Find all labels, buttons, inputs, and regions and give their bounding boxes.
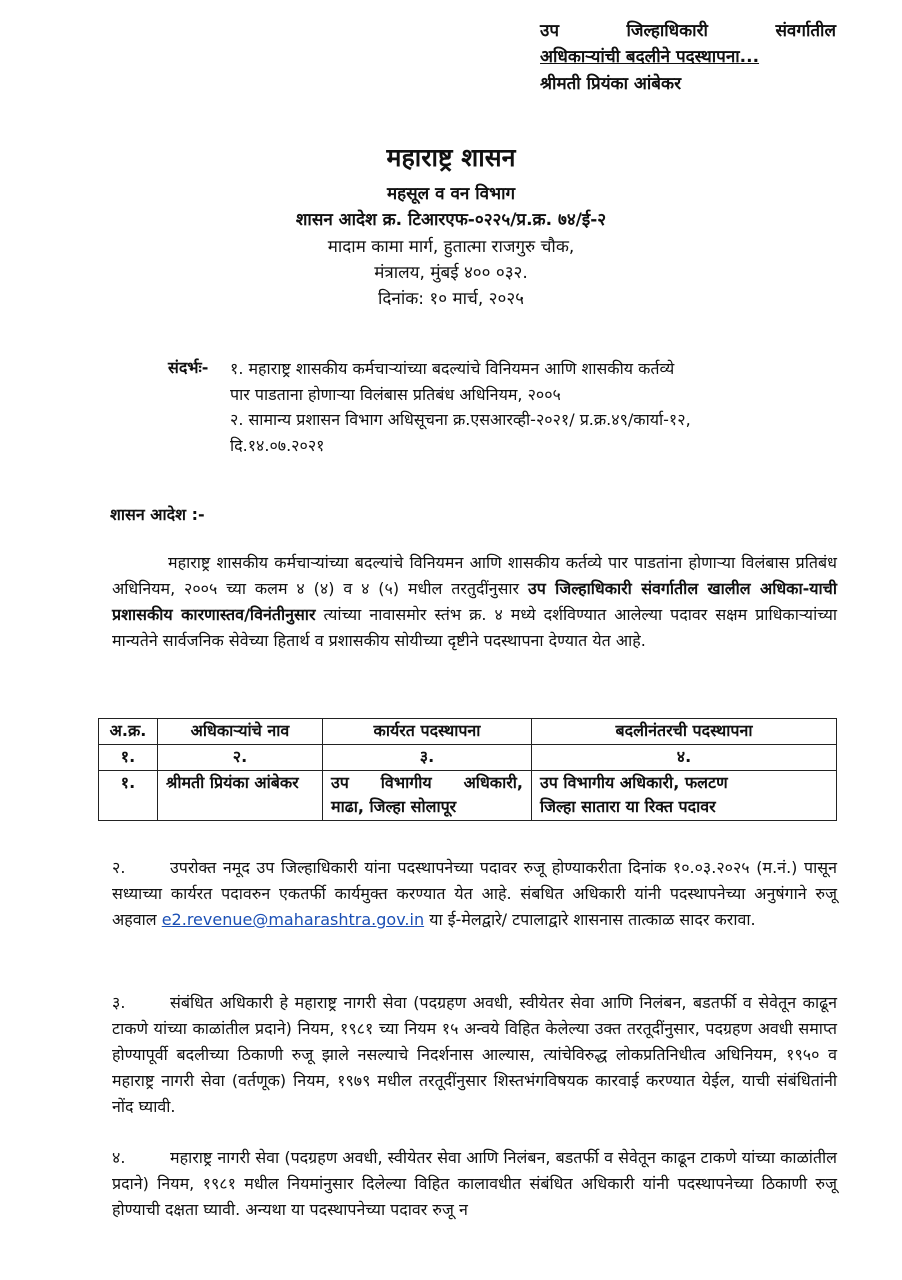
row-serial: १. bbox=[99, 770, 158, 821]
column-number: १. bbox=[99, 744, 158, 770]
order-date: दिनांक: १० मार्च, २०२५ bbox=[377, 289, 525, 310]
subject-line-1 bbox=[540, 18, 836, 44]
table-row bbox=[99, 770, 837, 821]
header-new-posting: बदलीनंतरची पदस्थापना bbox=[532, 719, 837, 745]
table-column-number-row bbox=[99, 744, 837, 770]
order-number: शासन आदेश क्र. टिआरएफ-०२२५/प्र.क्र. ७४/ई-२ bbox=[295, 210, 607, 231]
paragraph-1 bbox=[112, 550, 837, 654]
subject-word: उप bbox=[540, 21, 559, 41]
letterhead bbox=[0, 140, 902, 313]
header-serial: अ.क्र. bbox=[99, 719, 158, 745]
address-line-2: मंत्रालय, मुंबई ४०० ०३२. bbox=[374, 263, 528, 284]
column-number: ४. bbox=[532, 744, 837, 770]
row-officer-name: श्रीमती प्रियंका आंबेकर bbox=[158, 770, 323, 821]
column-number: २. bbox=[158, 744, 323, 770]
subject-officer-name: श्रीमती प्रियंका आंबेकर bbox=[540, 73, 682, 94]
current-posting-line-2: माढा, जिल्हा सोलापूर bbox=[331, 797, 457, 817]
paragraph-1-text-b: त्यांच्या नावासमोर स्तंभ क्र. ४ मध्ये दर्शविण्यात आलेल्या पदावर सक्षम प्राधिकाऱ्यांच्या मान्यतेने सार्वजनिक सेवेच्या हितार्थ व प्रशासकीय सोयीच्या दृष्टीने पदस्थापना देण्यात येत आहे. bbox=[112, 604, 837, 650]
transfer-table bbox=[98, 718, 837, 821]
subject-word: जिल्हाधिकारी bbox=[626, 21, 708, 41]
email-link[interactable]: e2.revenue@maharashtra.gov.in bbox=[161, 909, 425, 929]
references-list bbox=[230, 356, 691, 458]
reference-1-line-2: पार पाडताना होणाऱ्या विलंबास प्रतिबंध अधिनियम, २००५ bbox=[230, 384, 561, 404]
address-line-1: मादाम कामा मार्ग, हुतात्मा राजगुरु चौक, bbox=[327, 236, 575, 257]
reference-1-line-1: १. महाराष्ट्र शासकीय कर्मचाऱ्यांच्या बदल्यांचे विनियमन आणि शासकीय कर्तव्ये bbox=[230, 359, 675, 378]
header-officer-name: अधिकाऱ्यांचे नाव bbox=[158, 719, 323, 745]
paragraph-2 bbox=[112, 855, 837, 933]
subject-word: संवर्गातील bbox=[775, 21, 836, 41]
paragraph-2-text-a: उपरोक्त नमूद उप जिल्हाधिकारी यांना पदस्थापनेच्या पदावर रुजू होण्याकरीता दिनांक १०.०३.२०२५ (म.नं.) पासून सध्याच्या कार्यरत पदावरुन एकतर्फी कार्यमुक्त करण्यात येत आहे. संबधित अधिकारी यांनी पदस्थापनेच्या अनुषंगाने रुजू अहवाल bbox=[112, 858, 837, 929]
new-posting-line-1: उप विभागीय अधिकारी, फलटण bbox=[540, 772, 728, 792]
paragraph-4 bbox=[112, 1145, 837, 1223]
new-posting-line-2: जिल्हा सातारा या रिक्त पदावर bbox=[540, 797, 716, 817]
order-heading: शासन आदेश :- bbox=[110, 505, 205, 524]
paragraph-3 bbox=[112, 990, 837, 1120]
header-current-posting: कार्यरत पदस्थापना bbox=[323, 719, 532, 745]
references-label: संदर्भः- bbox=[168, 358, 209, 377]
paragraph-4-number: ४. bbox=[112, 1148, 126, 1167]
reference-2-line-2: दि.१४.०७.२०२१ bbox=[230, 435, 325, 455]
department-name: महसूल व वन विभाग bbox=[386, 184, 516, 204]
row-current-posting bbox=[323, 770, 532, 821]
paragraph-2-text-b: या ई-मेलद्वारे/ टपालाद्वारे शासनास तात्काळ सादर करावा. bbox=[424, 909, 756, 929]
paragraph-3-number: ३. bbox=[112, 993, 126, 1012]
paragraph-3-text: संबंधित अधिकारी हे महाराष्ट्र नागरी सेवा (पदग्रहण अवधी, स्वीयेतर सेवा आणि निलंबन, बडतर्फी व सेवेतून काढून टाकणे यांच्या काळांतील प्रदाने) नियम, १९८१ च्या नियम १५ अन्वये विहित केलेल्या उक्त तरतूदींनुसार, पदग्रहण अवधी समाप्त होण्यापूर्वी बदलीच्या ठिकाणी रुजू झाले नसल्याचे निदर्शनास आल्यास, त्यांचेविरुद्ध लोकप्रतिनिधीत्व अधिनियम, १९५० व महाराष्ट्र नागरी सेवा (वर्तणूक) नियम, १९७९ मधील तरतूदींनुसार शिस्तभंगविषयक कारवाई करण्यात येईल, याची संबंधितांनी नोंद घ्यावी. bbox=[112, 993, 837, 1116]
paragraph-1-bold-text: उप जिल्हाधिकारी संवर्गातील खालील अधिका-याची प्रशासकीय कारणास्तव/विनंतीनुसार bbox=[112, 578, 837, 624]
paragraph-4-text: महाराष्ट्र नागरी सेवा (पदग्रहण अवधी, स्वीयेतर सेवा आणि निलंबन, बडतर्फी व सेवेतून काढून टाकणे यांच्या काळांतील प्रदाने) नियम, १९८१ मधील नियमांनुसार दिलेल्या विहित कालावधीत संबंधित अधिकारी यांनी पदस्थापनेच्या ठिकाणी रुजू होण्याची दक्षता घ्यावी. अन्यथा या पदस्थापनेच्या पदावर रुजू न bbox=[112, 1148, 837, 1219]
table-header-row bbox=[99, 719, 837, 745]
subject-block bbox=[540, 18, 836, 97]
references-block bbox=[168, 356, 808, 458]
subject-line-2: अधिकाऱ्यांची बदलीने पदस्थापना... bbox=[540, 47, 760, 68]
government-title: महाराष्ट्र शासन bbox=[386, 143, 516, 172]
reference-2-line-1: २. सामान्य प्रशासन विभाग अधिसूचना क्र.एसआरव्ही-२०२१/ प्र.क्र.४९/कार्या-१२, bbox=[230, 410, 691, 430]
column-number: ३. bbox=[323, 744, 532, 770]
paragraph-2-number: २. bbox=[112, 858, 126, 877]
current-posting-line-1: उप विभागीय अधिकारी, bbox=[331, 772, 523, 792]
paragraph-1-text-a: महाराष्ट्र शासकीय कर्मचाऱ्यांच्या बदल्यांचे विनियमन आणि शासकीय कर्तव्ये पार पाडतांना होणाऱ्या विलंबास प्रतिबंध अधिनियम, २००५ च्या कलम ४ (४) व ४ (५) मधील तरतुदींनुसार bbox=[112, 553, 837, 598]
row-new-posting bbox=[532, 770, 837, 821]
